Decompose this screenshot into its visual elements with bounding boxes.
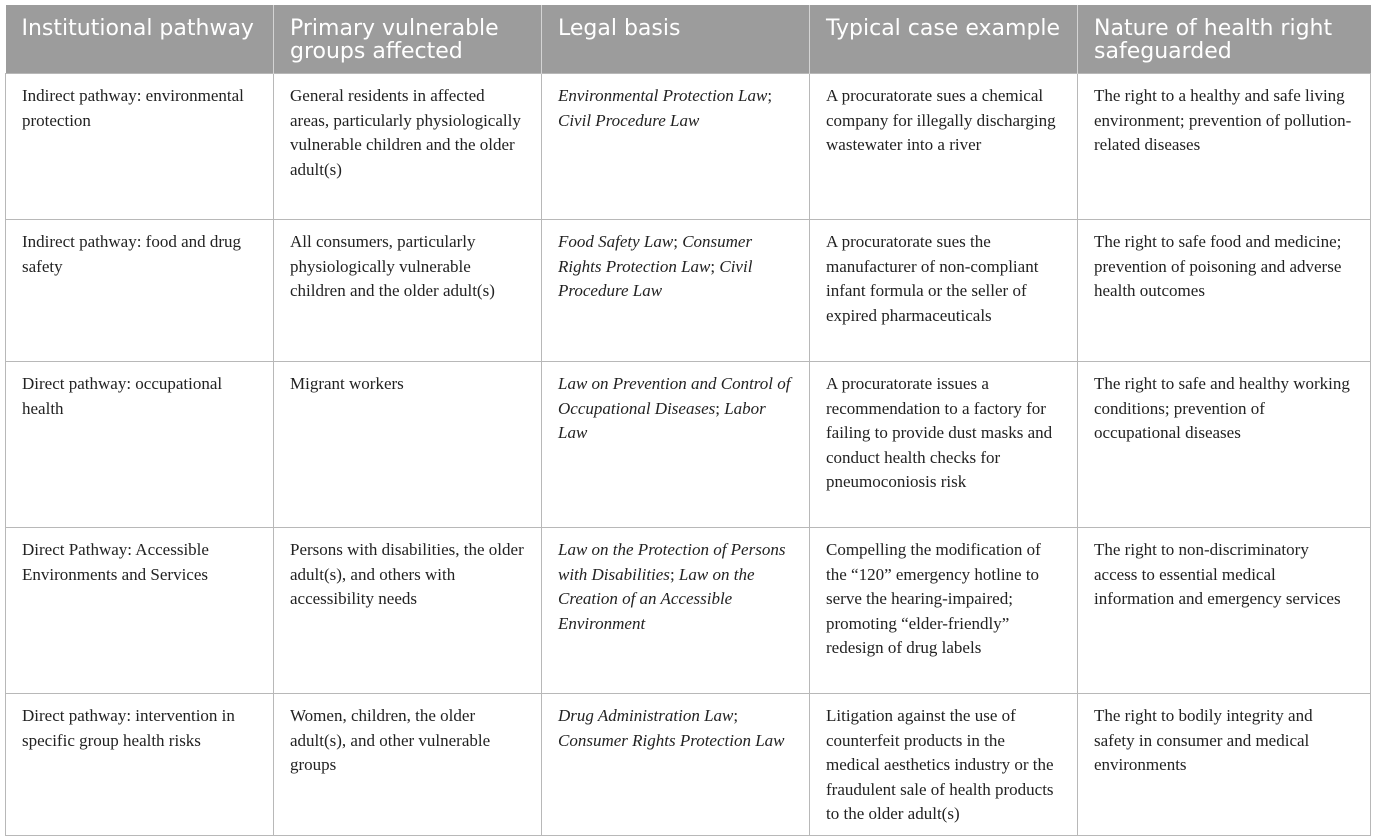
cell-case-example: Litigation against the use of counterfeit products in the medical aesthetics industry or the fraudulent sale of health products to the older adult(s): [810, 694, 1078, 836]
table-row: [6, 220, 1371, 362]
legal-basis-separator: ;: [669, 564, 679, 584]
legal-basis-law: Environmental Protection Law: [558, 86, 768, 105]
header-nature-of-health-right: Nature of health right safeguarded: [1078, 5, 1371, 74]
legal-basis-law: Food Safety Law: [558, 232, 674, 251]
header-typical-case-example: Typical case example: [810, 5, 1078, 74]
cell-health-right: The right to safe and healthy working conditions; prevention of occupational diseases: [1078, 362, 1371, 528]
cell-health-right: The right to safe food and medicine; prevention of poisoning and adverse health outcomes: [1078, 220, 1371, 362]
cell-legal-basis: [542, 528, 810, 694]
header-primary-vulnerable-groups: Primary vulnerable groups affected: [274, 5, 542, 74]
cell-legal-basis: [542, 694, 810, 836]
cell-legal-basis: [542, 74, 810, 220]
table-header: [6, 5, 1371, 74]
cell-groups: All consumers, particularly physiologically vulnerable children and the older adult(s): [274, 220, 542, 362]
cell-groups: Persons with disabilities, the older adult(s), and others with accessibility needs: [274, 528, 542, 694]
legal-basis-law: Drug Administration Law: [558, 706, 734, 725]
cell-pathway: Indirect pathway: environmental protection: [6, 74, 274, 220]
legal-basis-law: Law on Prevention and Control of Occupational Diseases: [558, 374, 791, 418]
cell-pathway: Direct pathway: intervention in specific group health risks: [6, 694, 274, 836]
table-body: [6, 74, 1371, 836]
legal-basis-law: Consumer Rights Protection Law: [558, 232, 753, 276]
legal-basis-law: Consumer Rights Protection Law: [558, 730, 785, 750]
legal-basis-separator: ;: [767, 86, 773, 105]
cell-pathway: Indirect pathway: food and drug safety: [6, 220, 274, 362]
legal-basis-law: Labor Law: [558, 398, 766, 443]
legal-basis-separator: ;: [710, 256, 720, 276]
legal-basis-law: Law on the Creation of an Accessible Environment: [558, 564, 755, 633]
legal-basis-law: Civil Procedure Law: [558, 256, 753, 301]
cell-groups: General residents in affected areas, particularly physiologically vulnerable children and the older adult(s): [274, 74, 542, 220]
cell-health-right: The right to non-discriminatory access to essential medical information and emergency services: [1078, 528, 1371, 694]
cell-pathway: Direct pathway: occupational health: [6, 362, 274, 528]
cell-case-example: A procuratorate issues a recommendation to a factory for failing to provide dust masks and conduct health checks for pneumoconiosis risk: [810, 362, 1078, 528]
legal-basis-separator: ;: [715, 398, 725, 418]
legal-basis-separator: ;: [673, 232, 683, 251]
table-row: [6, 528, 1371, 694]
table-row: [6, 74, 1371, 220]
cell-legal-basis: [542, 220, 810, 362]
cell-pathway: Direct Pathway: Accessible Environments and Services: [6, 528, 274, 694]
cell-health-right: The right to bodily integrity and safety in consumer and medical environments: [1078, 694, 1371, 836]
table-row: [6, 362, 1371, 528]
header-legal-basis: Legal basis: [542, 5, 810, 74]
cell-case-example: Compelling the modification of the “120” emergency hotline to serve the hearing-impaired; promoting “elder-friendly” redesign of drug labels: [810, 528, 1078, 694]
cell-case-example: A procuratorate sues the manufacturer of non-compliant infant formula or the seller of expired pharmaceuticals: [810, 220, 1078, 362]
cell-case-example: A procuratorate sues a chemical company for illegally discharging wastewater into a river: [810, 74, 1078, 220]
data-table: [5, 5, 1371, 836]
legal-basis-law: Civil Procedure Law: [558, 110, 700, 130]
table-row: [6, 694, 1371, 836]
header-row: [6, 5, 1371, 74]
cell-groups: Women, children, the older adult(s), and other vulnerable groups: [274, 694, 542, 836]
legal-basis-separator: ;: [733, 706, 739, 725]
cell-groups: Migrant workers: [274, 362, 542, 528]
cell-health-right: The right to a healthy and safe living environment; prevention of pollution-related diseases: [1078, 74, 1371, 220]
cell-legal-basis: [542, 362, 810, 528]
header-institutional-pathway: Institutional pathway: [6, 5, 274, 74]
legal-basis-law: Law on the Protection of Persons with Disabilities: [558, 540, 786, 584]
